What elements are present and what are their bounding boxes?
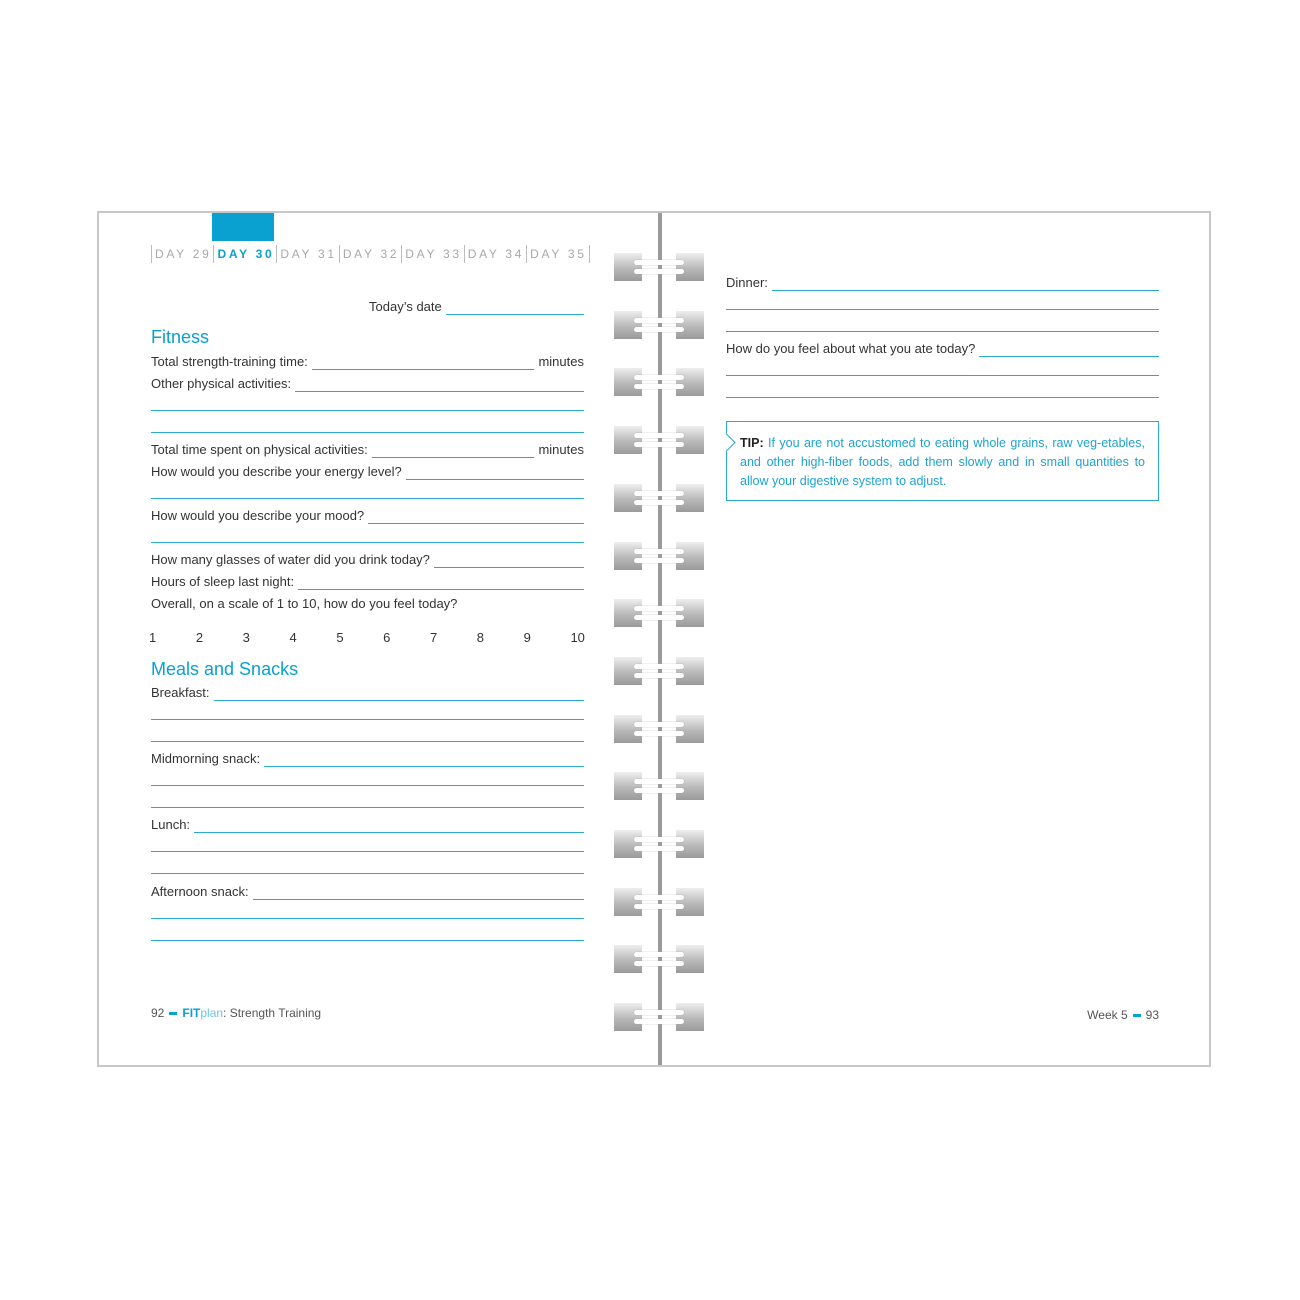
- day-tab-active[interactable]: DAY 30: [213, 245, 276, 263]
- energy-field[interactable]: [406, 465, 584, 480]
- lunch-label: Lunch:: [151, 817, 191, 832]
- blank-line[interactable]: [151, 741, 584, 742]
- coil-hole: [676, 253, 704, 281]
- coil-wire: [634, 1019, 684, 1024]
- spiral-coil: [614, 830, 704, 858]
- blank-line[interactable]: [151, 940, 584, 941]
- scale-option[interactable]: 1: [149, 630, 157, 645]
- spiral-coil: [614, 888, 704, 916]
- spiral-coil: [614, 253, 704, 281]
- coil-hole: [614, 945, 642, 973]
- coil-hole: [676, 888, 704, 916]
- day-tab[interactable]: DAY 31: [276, 245, 338, 263]
- coil-wire: [634, 788, 684, 793]
- mood-field[interactable]: [368, 509, 584, 524]
- dinner-field[interactable]: [772, 276, 1159, 291]
- day-tab[interactable]: DAY 32: [339, 245, 401, 263]
- page-number: 92: [151, 1006, 165, 1020]
- tip-pointer: [717, 433, 735, 451]
- scale-option[interactable]: 8: [476, 630, 485, 645]
- coil-hole: [614, 888, 642, 916]
- coil-hole: [676, 945, 704, 973]
- spiral-coil: [614, 772, 704, 800]
- feel-ate-row: [726, 339, 1159, 357]
- mood-label: How would you describe your mood?: [151, 508, 365, 523]
- other-activities-field[interactable]: [295, 377, 584, 392]
- spiral-coil: [614, 945, 704, 973]
- breakfast-row: [151, 683, 584, 701]
- scale-option[interactable]: 2: [195, 630, 204, 645]
- coil-wire: [634, 442, 684, 447]
- water-label: How many glasses of water did you drink today?: [151, 552, 430, 567]
- minutes-label: minutes: [538, 442, 584, 457]
- tip-box: [726, 421, 1159, 501]
- coil-hole: [614, 368, 642, 396]
- scale-option[interactable]: 10: [570, 630, 585, 645]
- feeling-scale: [149, 630, 585, 645]
- day-tab[interactable]: DAY 33: [401, 245, 463, 263]
- book-title: : Strength Training: [223, 1006, 322, 1020]
- coil-hole: [614, 253, 642, 281]
- coil-hole: [676, 426, 704, 454]
- coil-wire: [634, 846, 684, 851]
- scale-option[interactable]: 3: [242, 630, 250, 645]
- coil-wire: [634, 615, 684, 620]
- afternoon-field[interactable]: [253, 885, 584, 900]
- strength-time-label: Total strength-training time:: [151, 354, 308, 369]
- feel-ate-label: How do you feel about what you ate today?: [726, 341, 976, 356]
- sleep-field[interactable]: [298, 575, 584, 590]
- blank-line[interactable]: [151, 432, 584, 433]
- week-label: Week 5: [1087, 1008, 1128, 1022]
- coil-hole: [676, 772, 704, 800]
- coil-wire: [634, 318, 684, 323]
- dinner-label: Dinner:: [726, 275, 768, 290]
- page-number: 93: [1145, 1008, 1159, 1022]
- coil-hole: [614, 542, 642, 570]
- coil-hole: [614, 772, 642, 800]
- blank-line[interactable]: [151, 719, 584, 720]
- coil-wire: [634, 731, 684, 736]
- coil-wire: [634, 664, 684, 669]
- scale-option[interactable]: 6: [383, 630, 391, 645]
- coil-hole: [614, 657, 642, 685]
- midmorning-label: Midmorning snack:: [151, 751, 261, 766]
- blank-line[interactable]: [726, 331, 1159, 332]
- coil-wire: [634, 549, 684, 554]
- coil-wire: [634, 961, 684, 966]
- coil-wire: [634, 904, 684, 909]
- meals-heading: Meals and Snacks: [151, 659, 299, 679]
- day-tab[interactable]: DAY 29: [151, 245, 213, 263]
- blank-line[interactable]: [151, 873, 584, 874]
- blank-line[interactable]: [151, 542, 584, 543]
- blank-line[interactable]: [726, 375, 1159, 376]
- coil-wire: [634, 1010, 684, 1015]
- notebook-spread: [97, 211, 1211, 1067]
- other-activities-label: Other physical activities:: [151, 376, 292, 391]
- afternoon-row: [151, 882, 584, 900]
- coil-wire: [634, 327, 684, 332]
- day-tab[interactable]: DAY 34: [464, 245, 526, 263]
- spiral-coil: [614, 599, 704, 627]
- lunch-row: [151, 815, 584, 833]
- blank-line[interactable]: [726, 309, 1159, 310]
- total-time-label: Total time spent on physical activities:: [151, 442, 368, 457]
- coil-hole: [614, 830, 642, 858]
- water-row: [151, 550, 584, 568]
- coil-hole: [614, 599, 642, 627]
- scale-question-label: Overall, on a scale of 1 to 10, how do you feel today?: [151, 596, 458, 611]
- spiral-coil: [614, 542, 704, 570]
- midmorning-field[interactable]: [264, 752, 584, 767]
- sleep-row: [151, 572, 584, 590]
- coil-hole: [676, 715, 704, 743]
- spiral-coil: [614, 426, 704, 454]
- coil-hole: [676, 311, 704, 339]
- coil-hole: [676, 830, 704, 858]
- spiral-coil: [614, 715, 704, 743]
- mood-row: [151, 506, 584, 524]
- blank-line[interactable]: [151, 851, 584, 852]
- coil-wire: [634, 779, 684, 784]
- todays-date-row: [369, 297, 584, 315]
- left-page: [99, 213, 659, 1065]
- spiral-coil: [614, 657, 704, 685]
- day-tab[interactable]: DAY 35: [526, 245, 589, 263]
- energy-row: [151, 462, 584, 480]
- fitness-heading: Fitness: [151, 327, 210, 347]
- coil-wire: [634, 673, 684, 678]
- coil-hole: [614, 426, 642, 454]
- coil-hole: [614, 715, 642, 743]
- coil-hole: [676, 484, 704, 512]
- spiral-coil: [614, 484, 704, 512]
- coil-wire: [634, 433, 684, 438]
- total-time-field[interactable]: [372, 443, 535, 458]
- scale-option[interactable]: 5: [336, 630, 344, 645]
- coil-wire: [634, 952, 684, 957]
- coil-wire: [634, 500, 684, 505]
- other-activities-row: [151, 374, 584, 392]
- coil-wire: [634, 491, 684, 496]
- active-day-tab: [212, 213, 274, 241]
- coil-wire: [634, 375, 684, 380]
- breakfast-label: Breakfast:: [151, 685, 210, 700]
- dinner-row: [726, 273, 1159, 291]
- blank-line[interactable]: [151, 410, 584, 411]
- coil-wire: [634, 384, 684, 389]
- water-field[interactable]: [434, 553, 584, 568]
- tip-text: If you are not accustomed to eating whole grains, raw veg-etables, and other high-fiber foods, add them slowly and in small quantities to allow your digestive system to adjust.: [740, 436, 1145, 488]
- lunch-field[interactable]: [194, 818, 584, 833]
- coil-hole: [614, 311, 642, 339]
- blank-line[interactable]: [151, 785, 584, 786]
- coil-hole: [676, 599, 704, 627]
- sleep-label: Hours of sleep last night:: [151, 574, 295, 589]
- blank-line[interactable]: [151, 918, 584, 919]
- strength-time-field[interactable]: [312, 355, 535, 370]
- coil-hole: [676, 1003, 704, 1031]
- brand-plan: plan: [200, 1006, 224, 1020]
- afternoon-label: Afternoon snack:: [151, 884, 249, 899]
- coil-hole: [676, 368, 704, 396]
- coil-wire: [634, 895, 684, 900]
- energy-label: How would you describe your energy level?: [151, 464, 402, 479]
- footer-dash: [169, 1012, 177, 1015]
- scale-option[interactable]: 7: [429, 630, 438, 645]
- right-footer: [1087, 1008, 1159, 1022]
- feel-ate-field[interactable]: [979, 342, 1159, 357]
- scale-question-row: [151, 594, 584, 612]
- todays-date-field[interactable]: [446, 300, 584, 315]
- brand-fit: FIT: [182, 1006, 201, 1020]
- blank-line[interactable]: [151, 807, 584, 808]
- footer-dash: [1133, 1014, 1141, 1017]
- scale-option[interactable]: 4: [289, 630, 297, 645]
- blank-line[interactable]: [151, 498, 584, 499]
- spiral-coil: [614, 368, 704, 396]
- todays-date-label: Today’s date: [369, 299, 442, 314]
- right-page: [661, 213, 1211, 1065]
- blank-line[interactable]: [726, 397, 1159, 398]
- scale-option[interactable]: 9: [523, 630, 531, 645]
- minutes-label: minutes: [538, 354, 584, 369]
- spiral-coil: [614, 1003, 704, 1031]
- coil-wire: [634, 837, 684, 842]
- strength-time-row: [151, 352, 584, 370]
- tip-label: TIP:: [740, 436, 764, 450]
- coil-hole: [614, 484, 642, 512]
- coil-wire: [634, 269, 684, 274]
- coil-wire: [634, 260, 684, 265]
- midmorning-row: [151, 749, 584, 767]
- coil-wire: [634, 722, 684, 727]
- total-time-row: [151, 440, 584, 458]
- coil-wire: [634, 558, 684, 563]
- coil-hole: [676, 657, 704, 685]
- coil-wire: [634, 606, 684, 611]
- day-tabs: [151, 245, 590, 263]
- breakfast-field[interactable]: [214, 686, 584, 701]
- spiral-coil: [614, 311, 704, 339]
- coil-hole: [614, 1003, 642, 1031]
- coil-hole: [676, 542, 704, 570]
- left-footer: [151, 1006, 321, 1020]
